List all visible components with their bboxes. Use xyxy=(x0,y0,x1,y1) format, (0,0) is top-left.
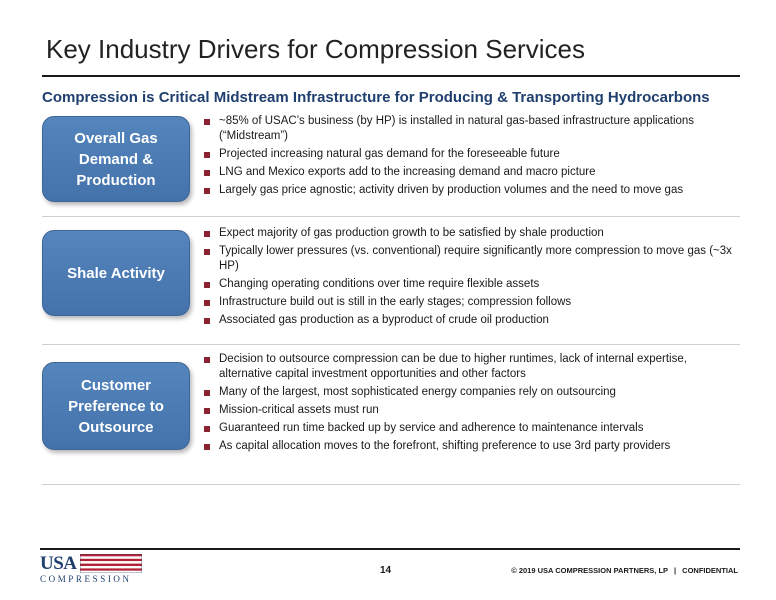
square-bullet-icon xyxy=(204,119,210,125)
section-gas-demand xyxy=(42,114,740,210)
copyright-notice xyxy=(511,566,738,575)
flag-stripes-icon xyxy=(80,554,142,573)
section-shale-activity xyxy=(42,226,740,340)
section-label-shale-activity: Shale Activity xyxy=(42,230,190,316)
section-label-gas-demand: Overall Gas Demand & Production xyxy=(42,116,190,202)
footer-rule xyxy=(40,548,740,550)
section-label-outsource: Customer Preference to Outsource xyxy=(42,362,190,450)
bullet-item: Many of the largest, most sophisticated energy companies rely on outsourcing xyxy=(204,385,740,400)
bullet-item: Changing operating conditions over time require flexible assets xyxy=(204,277,740,292)
square-bullet-icon xyxy=(204,231,210,237)
square-bullet-icon xyxy=(204,390,210,396)
square-bullet-icon xyxy=(204,444,210,450)
bullet-item: ~85% of USAC’s business (by HP) is installed in natural gas-based infrastructure applications (“Midstream”) xyxy=(204,114,740,144)
bullet-item: Associated gas production as a byproduct of crude oil production xyxy=(204,313,740,328)
section-outsource xyxy=(42,352,740,476)
square-bullet-icon xyxy=(204,318,210,324)
bullet-item: Projected increasing natural gas demand for the foreseeable future xyxy=(204,147,740,162)
bullet-item: As capital allocation moves to the forefront, shifting preference to use 3rd party providers xyxy=(204,439,740,454)
section-divider xyxy=(42,216,740,217)
logo-usa-text: USA xyxy=(40,553,77,574)
square-bullet-icon xyxy=(204,300,210,306)
bullet-item: LNG and Mexico exports add to the increasing demand and macro picture xyxy=(204,165,740,180)
bullet-list-gas-demand xyxy=(204,114,740,201)
square-bullet-icon xyxy=(204,408,210,414)
square-bullet-icon xyxy=(204,152,210,158)
logo-compression-text: COMPRESSION xyxy=(40,574,132,584)
bullet-item: Guaranteed run time backed up by service and adherence to maintenance intervals xyxy=(204,421,740,436)
section-divider xyxy=(42,344,740,345)
bullet-list-shale-activity xyxy=(204,226,740,331)
page-number: 14 xyxy=(380,565,392,576)
section-divider xyxy=(42,484,740,485)
square-bullet-icon xyxy=(204,282,210,288)
bullet-item: Typically lower pressures (vs. conventional) require significantly more compression to move gas (~3x HP) xyxy=(204,244,740,274)
footer-separator: | xyxy=(674,566,677,575)
square-bullet-icon xyxy=(204,357,210,363)
bullet-item: Mission-critical assets must run xyxy=(204,403,740,418)
bullet-item: Largely gas price agnostic; activity driven by production volumes and the need to move gas xyxy=(204,183,740,198)
square-bullet-icon xyxy=(204,249,210,255)
confidential-label: CONFIDENTIAL xyxy=(682,566,738,575)
copyright-text: © 2019 USA COMPRESSION PARTNERS, LP xyxy=(511,566,669,575)
slide-subtitle: Compression is Critical Midstream Infrastructure for Producing & Transporting Hydrocarbons xyxy=(42,89,710,106)
company-logo xyxy=(40,553,144,585)
slide-title: Key Industry Drivers for Compression Services xyxy=(46,34,585,64)
bullet-item: Infrastructure build out is still in the early stages; compression follows xyxy=(204,295,740,310)
bullet-item: Expect majority of gas production growth to be satisfied by shale production xyxy=(204,226,740,241)
title-rule xyxy=(42,75,740,77)
square-bullet-icon xyxy=(204,170,210,176)
bullet-list-outsource xyxy=(204,352,740,457)
square-bullet-icon xyxy=(204,188,210,194)
bullet-item: Decision to outsource compression can be due to higher runtimes, lack of internal expertise, alternative capital investment opportunities and other factors xyxy=(204,352,740,382)
square-bullet-icon xyxy=(204,426,210,432)
